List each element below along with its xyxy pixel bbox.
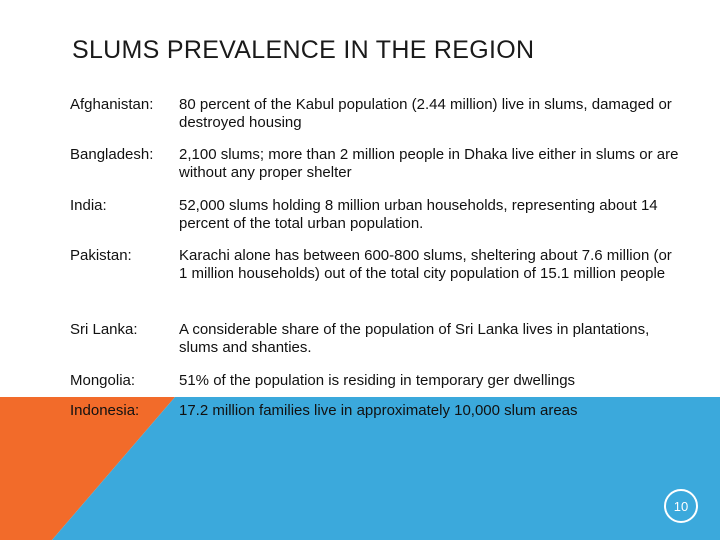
country-description: 51% of the population is residing in temporary ger dwellings [179, 372, 576, 389]
country-label: Afghanistan: [70, 96, 154, 113]
country-label: Indonesia: [70, 402, 140, 419]
country-label: Bangladesh: [70, 146, 154, 163]
country-description: Karachi alone has between 600-800 slums, sheltering about 7.6 million (or 1 million households) out of the total city population of 15.1 million people [179, 247, 672, 282]
country-label: Mongolia: [70, 372, 136, 389]
country-label: Pakistan: [70, 247, 132, 264]
country-description: 52,000 slums holding 8 million urban households, representing about 14 percent of the total urban population. [179, 197, 658, 232]
slide-title: SLUMS PREVALENCE IN THE REGION [72, 36, 535, 64]
country-description: A considerable share of the population of Sri Lanka lives in plantations, slums and shanties. [179, 321, 650, 356]
country-description: 2,100 slums; more than 2 million people in Dhaka live either in slums or are without any proper shelter [179, 146, 679, 181]
page-number-badge: 10 [664, 489, 698, 523]
country-description: 80 percent of the Kabul population (2.44 million) live in slums, damaged or destroyed housing [179, 96, 672, 131]
country-label: India: [70, 197, 107, 214]
country-label: Sri Lanka: [70, 321, 138, 338]
country-description: 17.2 million families live in approximately 10,000 slum areas [179, 402, 578, 419]
